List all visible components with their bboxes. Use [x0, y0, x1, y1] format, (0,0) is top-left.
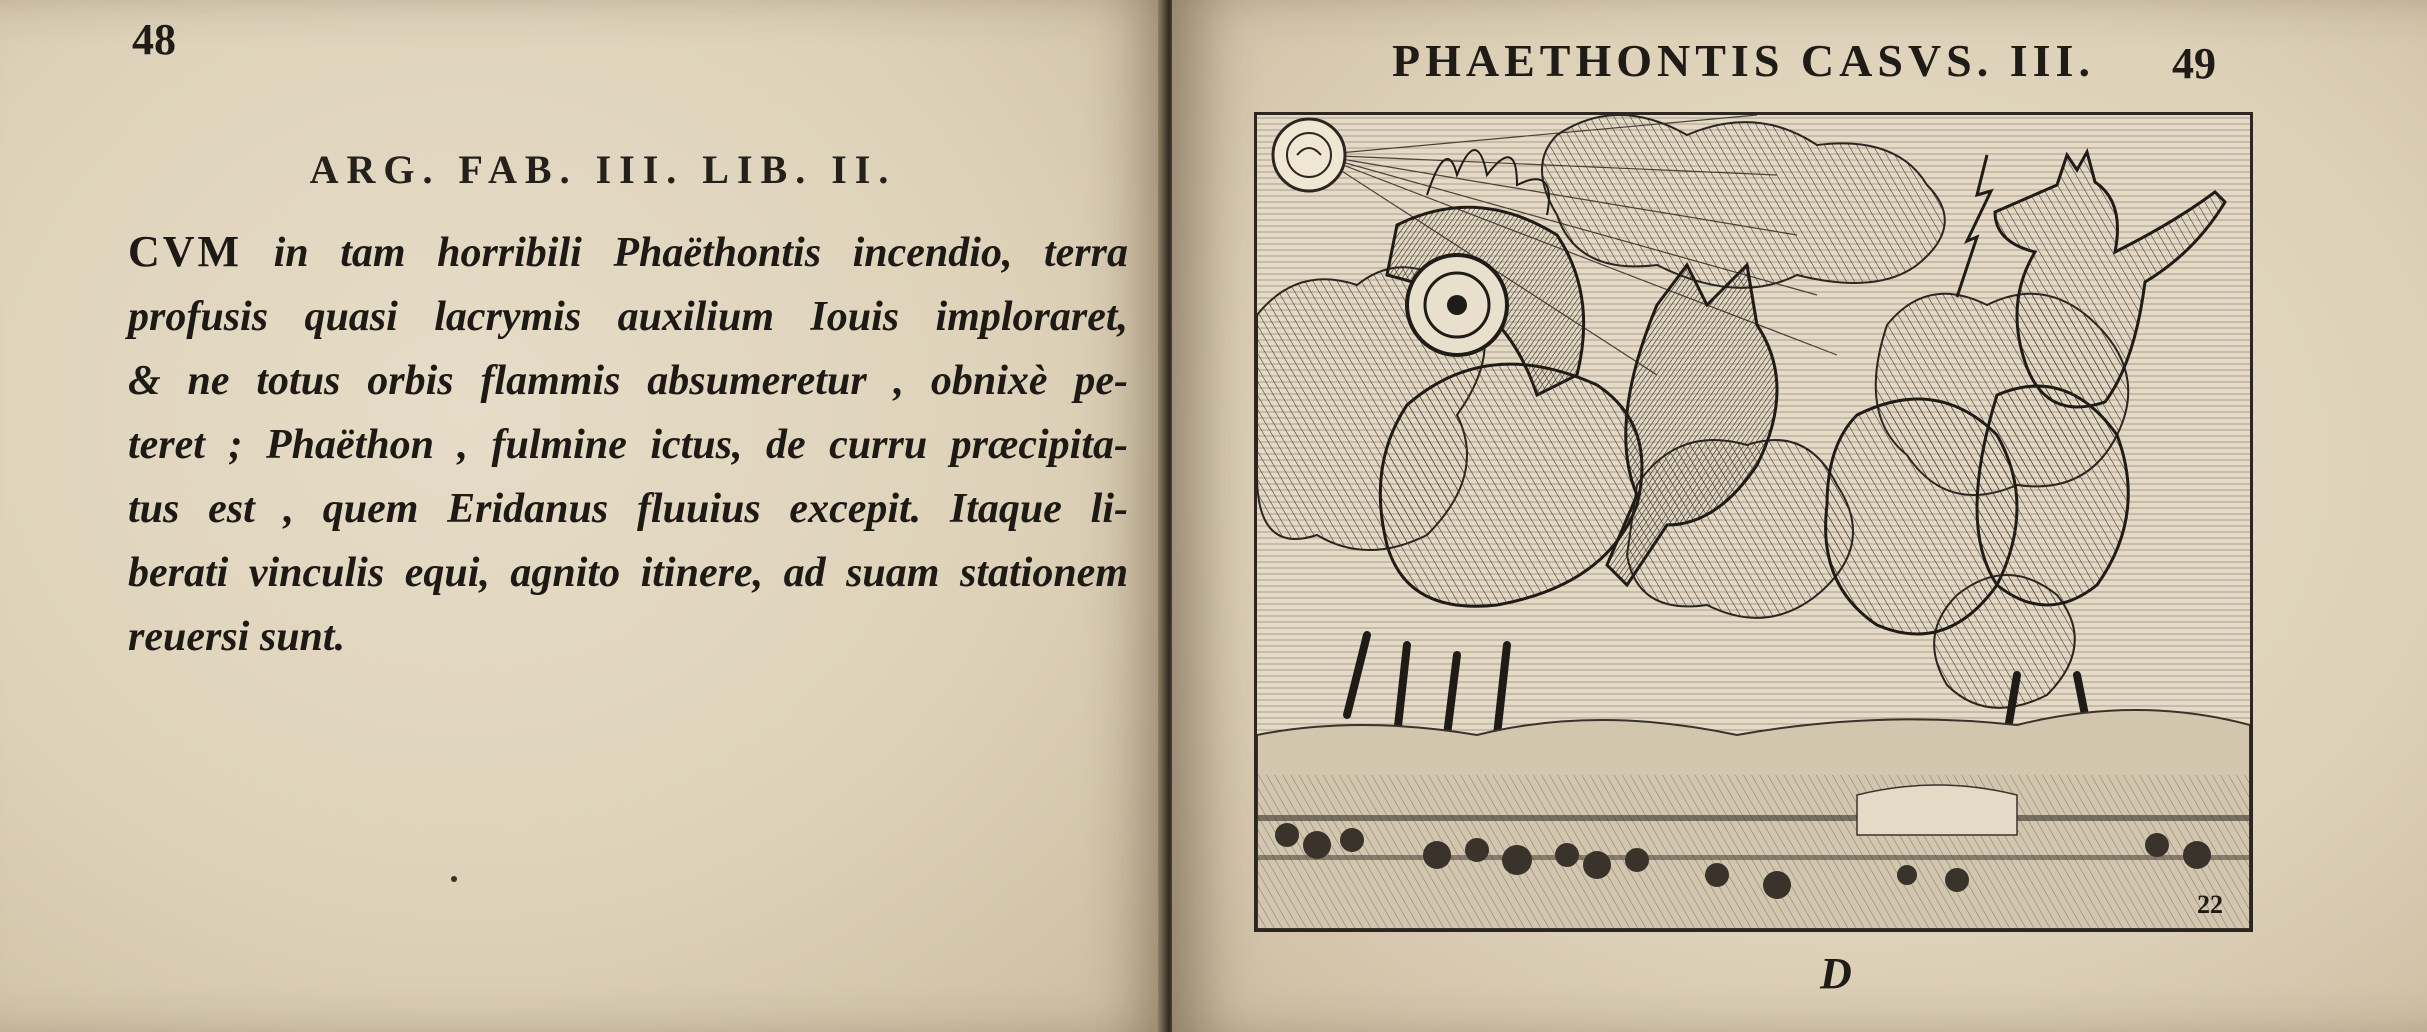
running-head: PHAETHONTIS CASVS. III.	[1392, 35, 2095, 86]
ink-speck	[451, 876, 457, 882]
engraving-plate	[1254, 112, 2253, 932]
landscape	[1257, 710, 2250, 929]
right-page-number: 49	[2172, 39, 2216, 88]
signature-mark: D	[1820, 949, 1852, 998]
left-page	[0, 0, 1166, 1032]
argument-title: ARG. FAB. III. LIB. II.	[309, 147, 897, 192]
text-line: reuersi sunt.	[128, 614, 346, 660]
plate-number: 22	[2197, 890, 2223, 919]
engraving-fall-of-phaethon	[1257, 115, 2250, 929]
drop-capital: CVM	[128, 227, 243, 276]
text-line: berati vinculis equi, agnito itinere, ad suam stationem	[128, 550, 1128, 596]
text-line: teret ; Phaëthon , fulmine ictus, de curru præcipita-	[128, 422, 1128, 468]
argument-text	[128, 220, 1128, 669]
text-line: & ne totus orbis flammis absumeretur , obnixè pe-	[128, 358, 1128, 404]
text-line: tus est , quem Eridanus fluuius excepit. Itaque li-	[128, 486, 1128, 532]
text-line: profusis quasi lacrymis auxilium Iouis imploraret,	[128, 294, 1128, 340]
text-line: CVM in tam horribili Phaëthontis incendio, terra	[128, 227, 1128, 276]
left-page-number: 48	[132, 15, 176, 64]
sun-icon	[1273, 119, 1345, 191]
